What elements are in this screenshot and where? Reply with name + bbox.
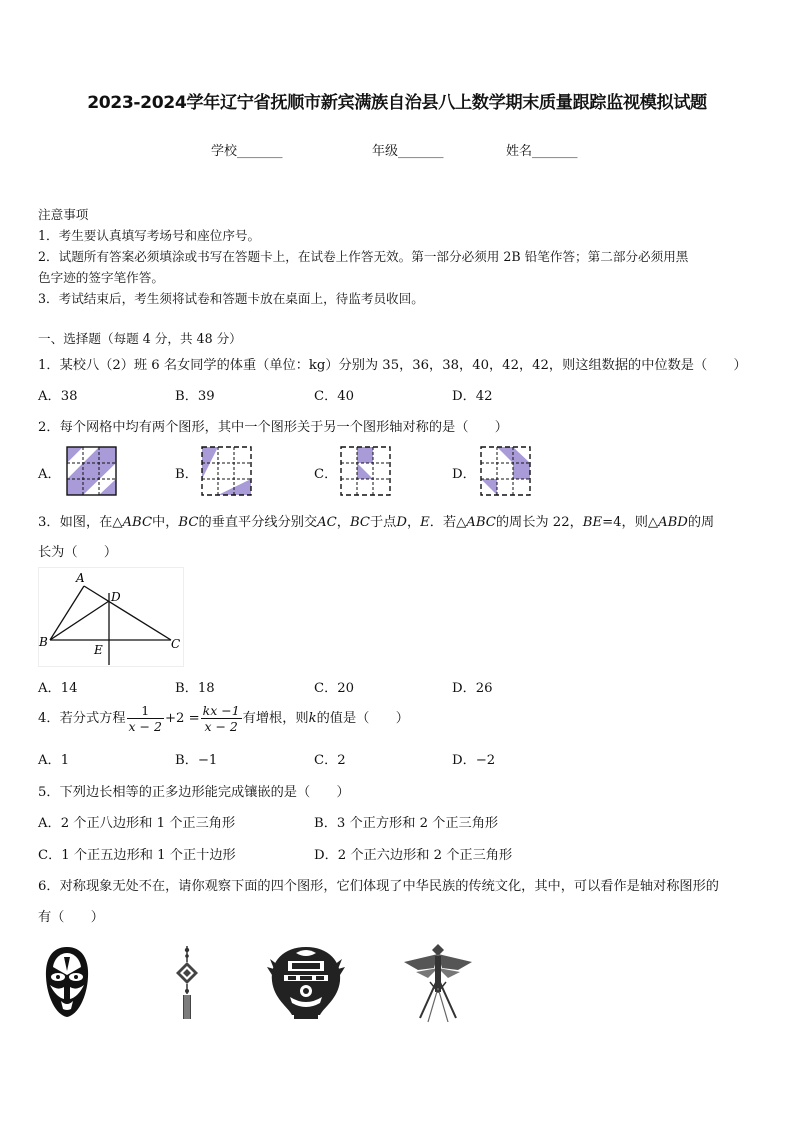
q3-option-d[interactable]: D．26 (452, 681, 493, 696)
q2-option-c-label[interactable]: C． (314, 467, 338, 482)
q4-option-a[interactable]: A．1 (38, 753, 70, 768)
label-b: B (39, 635, 48, 649)
label-d: D (111, 590, 121, 604)
label-c: C (171, 637, 181, 651)
notice-item-1: 1．考生要认真填写考场号和座位序号。 (38, 228, 261, 243)
question-2-stem: 2．每个网格中均有两个图形，其中一个图形关于另一个图形轴对称的是（ ） (38, 420, 508, 435)
q4-option-c[interactable]: C．2 (314, 753, 346, 768)
label-a: A (76, 571, 85, 585)
q2-option-a-label[interactable]: A． (38, 467, 61, 482)
name-field[interactable]: 姓名_______ (506, 144, 578, 159)
page-title: 2023-2024学年辽宁省抚顺市新宾满族自治县八上数学期末质量跟踪监视模拟试题 (87, 93, 707, 113)
notice-heading: 注意事项 (38, 207, 89, 222)
q2-grid-c (340, 446, 392, 496)
notice-item-3: 3．考试结束后，考生须将试卷和答题卡放在桌面上，待监考员收回。 (38, 291, 424, 306)
fraction-2: $\frac{kx -1}{x - 2}$ (202, 703, 240, 734)
kite-image (402, 938, 474, 1024)
question-3-stem-cont: 长为（ ） (38, 545, 118, 560)
q5-option-d[interactable]: D．2 个正六边形和 2 个正三角形 (314, 848, 513, 863)
q2-option-b-label[interactable]: B． (175, 467, 198, 482)
question-6-stem-cont: 有（ ） (38, 910, 104, 925)
q3-option-b[interactable]: B．18 (175, 681, 215, 696)
q2-grid-b (201, 446, 253, 496)
q2-grid-a (66, 446, 118, 496)
school-field[interactable]: 学校_______ (211, 144, 283, 159)
q1-option-a[interactable]: A．38 (38, 389, 78, 404)
question-6-stem: 6．对称现象无处不在，请你观察下面的四个图形，它们体现了中华民族的传统文化，其中，可以看作是轴对称图形的 (38, 879, 719, 894)
fraction-1: $\frac{1}{x - 2}$ (128, 703, 162, 734)
q2-option-d-label[interactable]: D． (452, 467, 476, 482)
question-4-stem: 4．若分式方程 $\frac{1}{x - 2}$ +2 = $\frac{kx -1}{x - 2}$ 有增根，则k的值是（ ） (38, 703, 409, 734)
question-3-stem: 3．如图，在△ABC中，BC的垂直平分线分别交AC，BC于点D，E．若△ABC的周长为 22，BE=4，则△ABD的周 (38, 515, 715, 530)
q1-option-b[interactable]: B．39 (175, 389, 215, 404)
grade-field[interactable]: 年级_______ (372, 144, 444, 159)
q1-option-c[interactable]: C．40 (314, 389, 355, 404)
q5-option-b[interactable]: B．3 个正方形和 2 个正三角形 (314, 816, 499, 831)
section-heading: 一、选择题（每题 4 分，共 48 分） (38, 331, 242, 346)
q3-triangle-figure (38, 567, 184, 667)
q5-option-c[interactable]: C．1 个正五边形和 1 个正十边形 (38, 848, 236, 863)
q3-option-a[interactable]: A．14 (38, 681, 78, 696)
question-1-stem: 1．某校八（2）班 6 名女同学的体重（单位：kg）分别为 35，36，38，40，42，42，则这组数据的中位数是（ ） (38, 358, 747, 373)
q4-option-d[interactable]: D．−2 (452, 753, 496, 768)
label-e: E (94, 643, 103, 657)
question-5-stem: 5．下列边长相等的正多边形能完成镶嵌的是（ ） (38, 785, 350, 800)
q2-grid-d (480, 446, 532, 496)
paper-cut-image (266, 945, 346, 1021)
q3-option-c[interactable]: C．20 (314, 681, 355, 696)
q5-option-a[interactable]: A．2 个正八边形和 1 个正三角形 (38, 816, 236, 831)
notice-item-2-cont: 色字迹的签字笔作答。 (38, 270, 164, 285)
notice-item-2: 2．试题所有答案必须填涂或书写在答题卡上，在试卷上作答无效。第一部分必须用 2B 铅笔作答；第二部分必须用黑 (38, 249, 689, 264)
opera-mask-image (44, 945, 90, 1019)
q1-option-d[interactable]: D．42 (452, 389, 493, 404)
q4-option-b[interactable]: B．−1 (175, 753, 218, 768)
chinese-knot-image (174, 944, 200, 1022)
